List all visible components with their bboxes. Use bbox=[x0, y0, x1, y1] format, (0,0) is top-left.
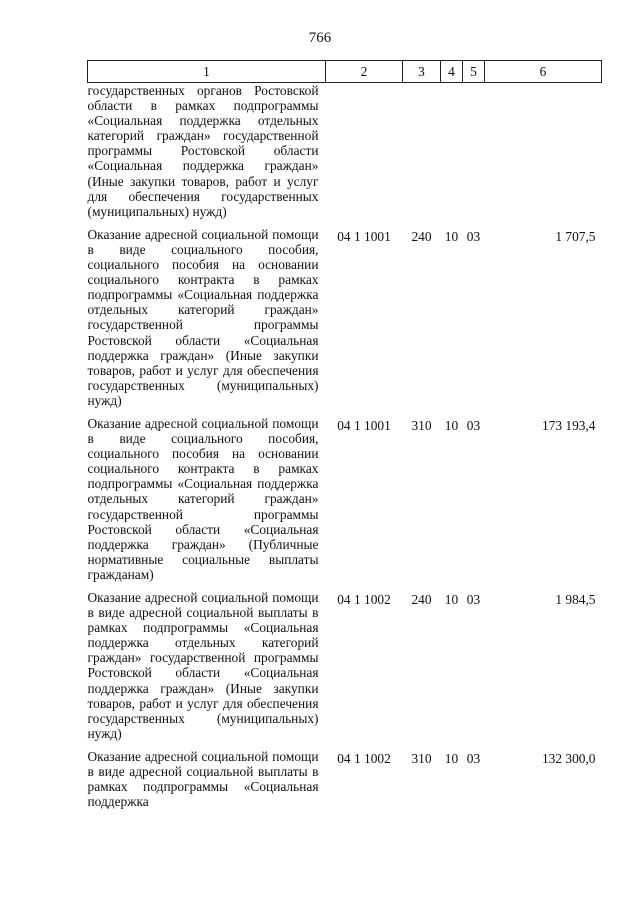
table-row bbox=[88, 590, 602, 741]
row-subsection: 03 bbox=[466, 750, 481, 766]
row-name: Оказание адресной социальной помощи в виде адресной социальной выплаты в рамках подпрограммы «Социальная поддержка отдельных категорий граждан» государственной программы Ростовской области «Социальная поддержка граждан» (Иные закупки товаров, работ и услуг для обеспечения государственных (муниципальных) нужд) bbox=[87, 590, 319, 741]
row-section: 10 bbox=[444, 228, 459, 244]
row-target-code: 04 1 1001 bbox=[337, 417, 391, 433]
row-amount: 173 193,4 bbox=[541, 417, 596, 433]
row-target-code bbox=[326, 83, 403, 219]
header-col-4: 4 bbox=[441, 61, 463, 83]
row-name: Оказание адресной социальной помощи в виде адресной социальной выплаты в рамках подпрограммы «Социальная поддержка bbox=[87, 748, 319, 810]
header-col-1: 1 bbox=[88, 61, 326, 83]
budget-table bbox=[87, 60, 602, 809]
row-amount: 1 984,5 bbox=[555, 592, 596, 607]
row-section: 10 bbox=[444, 592, 459, 607]
row-expense-type: 240 bbox=[411, 592, 432, 607]
table-row bbox=[88, 83, 602, 219]
row-name: Оказание адресной социальной помощи в виде социального пособия, социального пособия на основании социального контракта в рамках подпрограммы «Социальная поддержка отдельных категорий граждан» государственной программы Ростовской области «Социальная поддержка граждан» (Публичные нормативные социальные выплаты гражданам) bbox=[87, 415, 319, 582]
page-number: 766 bbox=[308, 30, 332, 46]
row-section: 10 bbox=[444, 750, 459, 766]
row-subsection bbox=[463, 83, 485, 219]
row-expense-type: 310 bbox=[411, 750, 432, 766]
row-section: 10 bbox=[444, 417, 459, 433]
table-row bbox=[88, 227, 602, 408]
row-target-code: 04 1 1001 bbox=[337, 228, 391, 244]
table-row bbox=[88, 416, 602, 582]
row-target-code: 04 1 1002 bbox=[337, 592, 391, 607]
row-expense-type: 310 bbox=[411, 417, 432, 433]
row-amount: 1 707,5 bbox=[555, 228, 596, 244]
header-col-6: 6 bbox=[485, 61, 602, 83]
header-col-3: 3 bbox=[403, 61, 441, 83]
row-amount bbox=[485, 83, 602, 219]
row-expense-type: 240 bbox=[411, 228, 432, 244]
row-section bbox=[441, 83, 463, 219]
row-name: Оказание адресной социальной помощи в виде социального пособия, социального пособия на основании социального контракта в рамках подпрограммы «Социальная поддержка отдельных категорий граждан» государственной программы Ростовской области «Социальная поддержка граждан» (Иные закупки товаров, работ и услуг для обеспечения государственных (муниципальных) нужд) bbox=[87, 226, 319, 408]
row-expense-type bbox=[403, 83, 441, 219]
header-col-2: 2 bbox=[326, 61, 403, 83]
row-subsection: 03 bbox=[466, 592, 481, 607]
table-row bbox=[88, 749, 602, 809]
row-name: государственных органов Ростовской области в рамках подпрограммы «Социальная поддержка отдельных категорий граждан» государственной программы Ростовской области «Социальная поддержка граждан» (Иные закупки товаров, работ и услуг для обеспечения государственных (муниципальных) нужд) bbox=[87, 83, 319, 219]
row-subsection: 03 bbox=[466, 417, 481, 433]
header-col-5: 5 bbox=[463, 61, 485, 83]
table-header-row bbox=[88, 61, 602, 83]
row-subsection: 03 bbox=[466, 228, 481, 244]
row-target-code: 04 1 1002 bbox=[337, 750, 391, 766]
row-amount: 132 300,0 bbox=[541, 750, 596, 766]
